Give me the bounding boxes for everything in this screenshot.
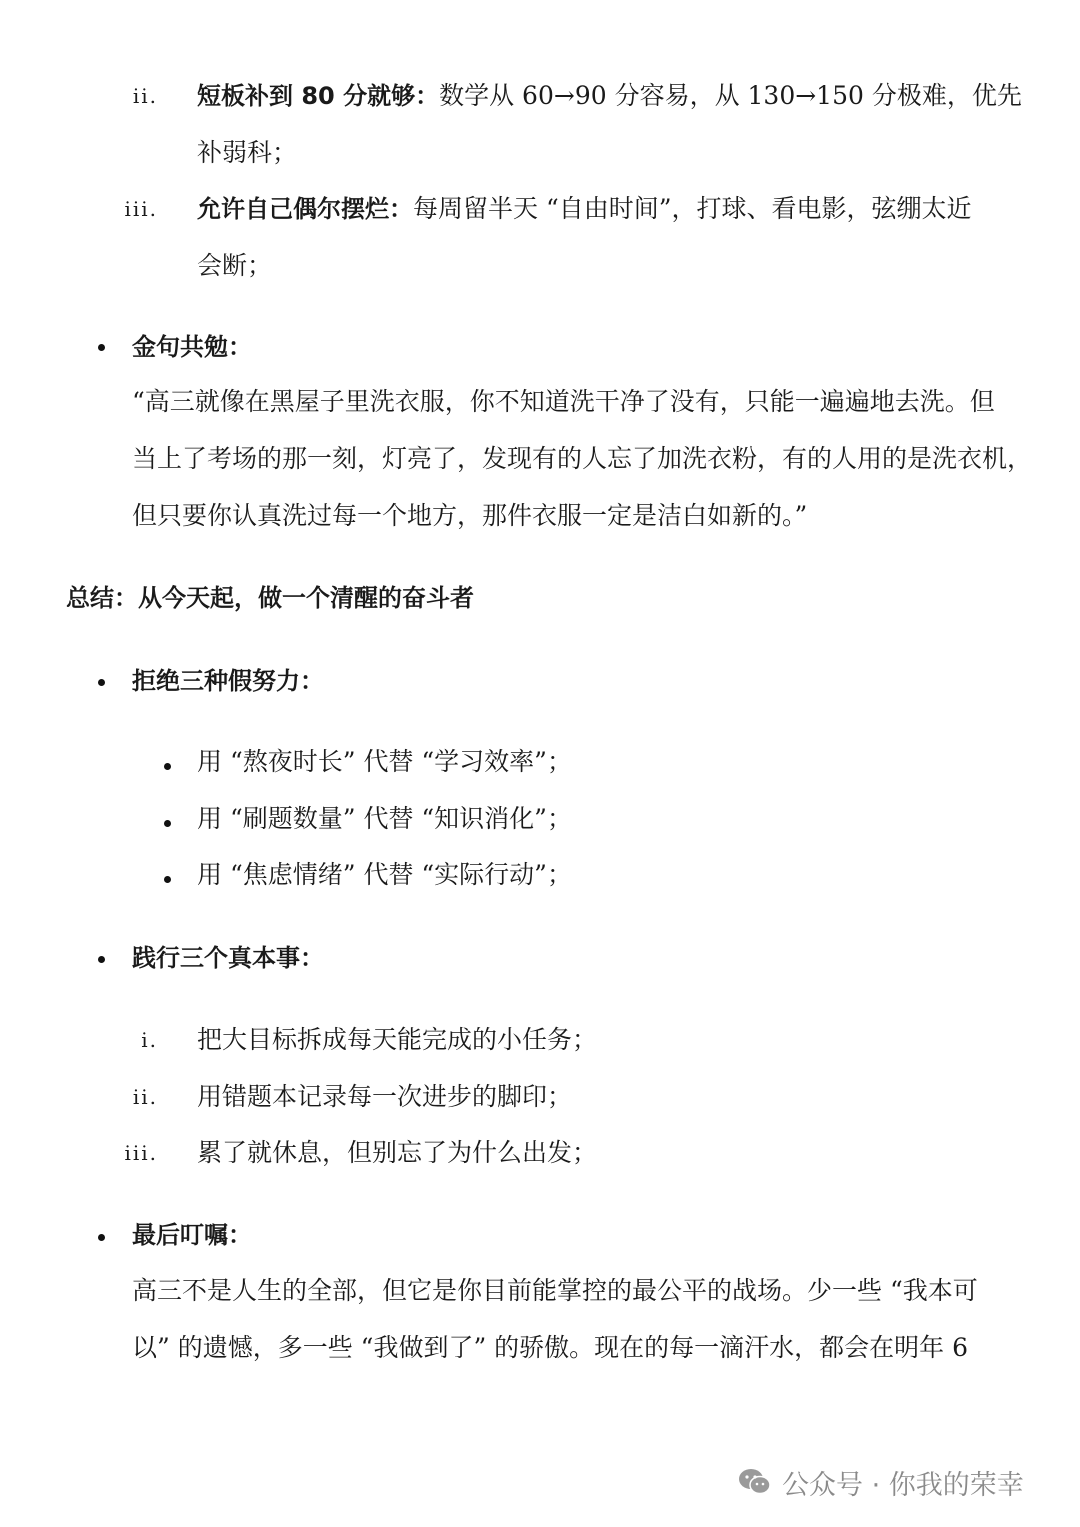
- section-title-reject: 拒绝三种假努力：: [132, 667, 324, 695]
- quote-line: 但只要你认真洗过每一个地方，那件衣服一定是洁白如新的。”: [132, 501, 808, 530]
- list-item-text: [197, 78, 1022, 114]
- list-item-continuation: 补弱科；: [197, 138, 298, 167]
- bullet-icon: [98, 679, 105, 686]
- list-marker-i: i.: [141, 1028, 158, 1052]
- bullet-icon: [164, 876, 171, 883]
- section-title-quote: 金句共勉：: [132, 333, 252, 361]
- summary-heading: 总结：从今天起，做一个清醒的奋斗者: [66, 584, 474, 612]
- list-item: 把大目标拆成每天能完成的小任务；: [197, 1025, 598, 1054]
- list-marker-ii: ii.: [132, 1085, 158, 1109]
- list-item: 用 “熬夜时长” 代替 “学习效率”；: [197, 747, 572, 776]
- paragraph-line: 高三不是人生的全部，但它是你目前能掌控的最公平的战场。少一些 “我本可: [132, 1276, 978, 1305]
- section-title-final: 最后叮嘱：: [132, 1221, 252, 1249]
- bullet-icon: [98, 344, 105, 351]
- list-item-continuation: 会断；: [197, 251, 273, 280]
- watermark-label: 公众号 · 你我的荣幸: [782, 1469, 1024, 1501]
- list-marker-ii: ii.: [132, 84, 158, 108]
- list-item-text: [197, 191, 972, 227]
- list-marker-iii: iii.: [124, 197, 158, 221]
- bullet-icon: [98, 1234, 105, 1241]
- list-item: 用错题本记录每一次进步的脚印；: [197, 1082, 573, 1111]
- list-item-bold: 允许自己偶尔摆烂：: [197, 195, 413, 223]
- bullet-icon: [164, 820, 171, 827]
- bullet-icon: [164, 763, 171, 770]
- paragraph-line: 以” 的遗憾，多一些 “我做到了” 的骄傲。现在的每一滴汗水，都会在明年 6: [132, 1333, 969, 1362]
- list-item-body: 数学从 60→90 分容易，从 130→150 分极难，优先: [439, 81, 1022, 110]
- list-item: 用 “焦虑情绪” 代替 “实际行动”；: [197, 860, 572, 889]
- quote-line: “高三就像在黑屋子里洗衣服，你不知道洗干净了没有，只能一遍遍地去洗。但: [132, 387, 995, 416]
- list-item-bold: 短板补到 80 分就够：: [197, 82, 440, 110]
- list-item: 累了就休息，但别忘了为什么出发；: [197, 1138, 598, 1167]
- quote-line: 当上了考场的那一刻，灯亮了，发现有的人忘了加洗衣粉，有的人用的是洗衣机，: [132, 444, 1033, 473]
- list-item: 用 “刷题数量” 代替 “知识消化”；: [197, 804, 572, 833]
- watermark: [738, 1462, 1024, 1502]
- bullet-icon: [98, 956, 105, 963]
- list-marker-iii: iii.: [124, 1141, 158, 1165]
- section-title-practice: 践行三个真本事：: [132, 944, 324, 972]
- wechat-icon: [738, 1468, 772, 1496]
- list-item-body: 每周留半天 “自由时间”，打球、看电影，弦绷太近: [413, 194, 972, 223]
